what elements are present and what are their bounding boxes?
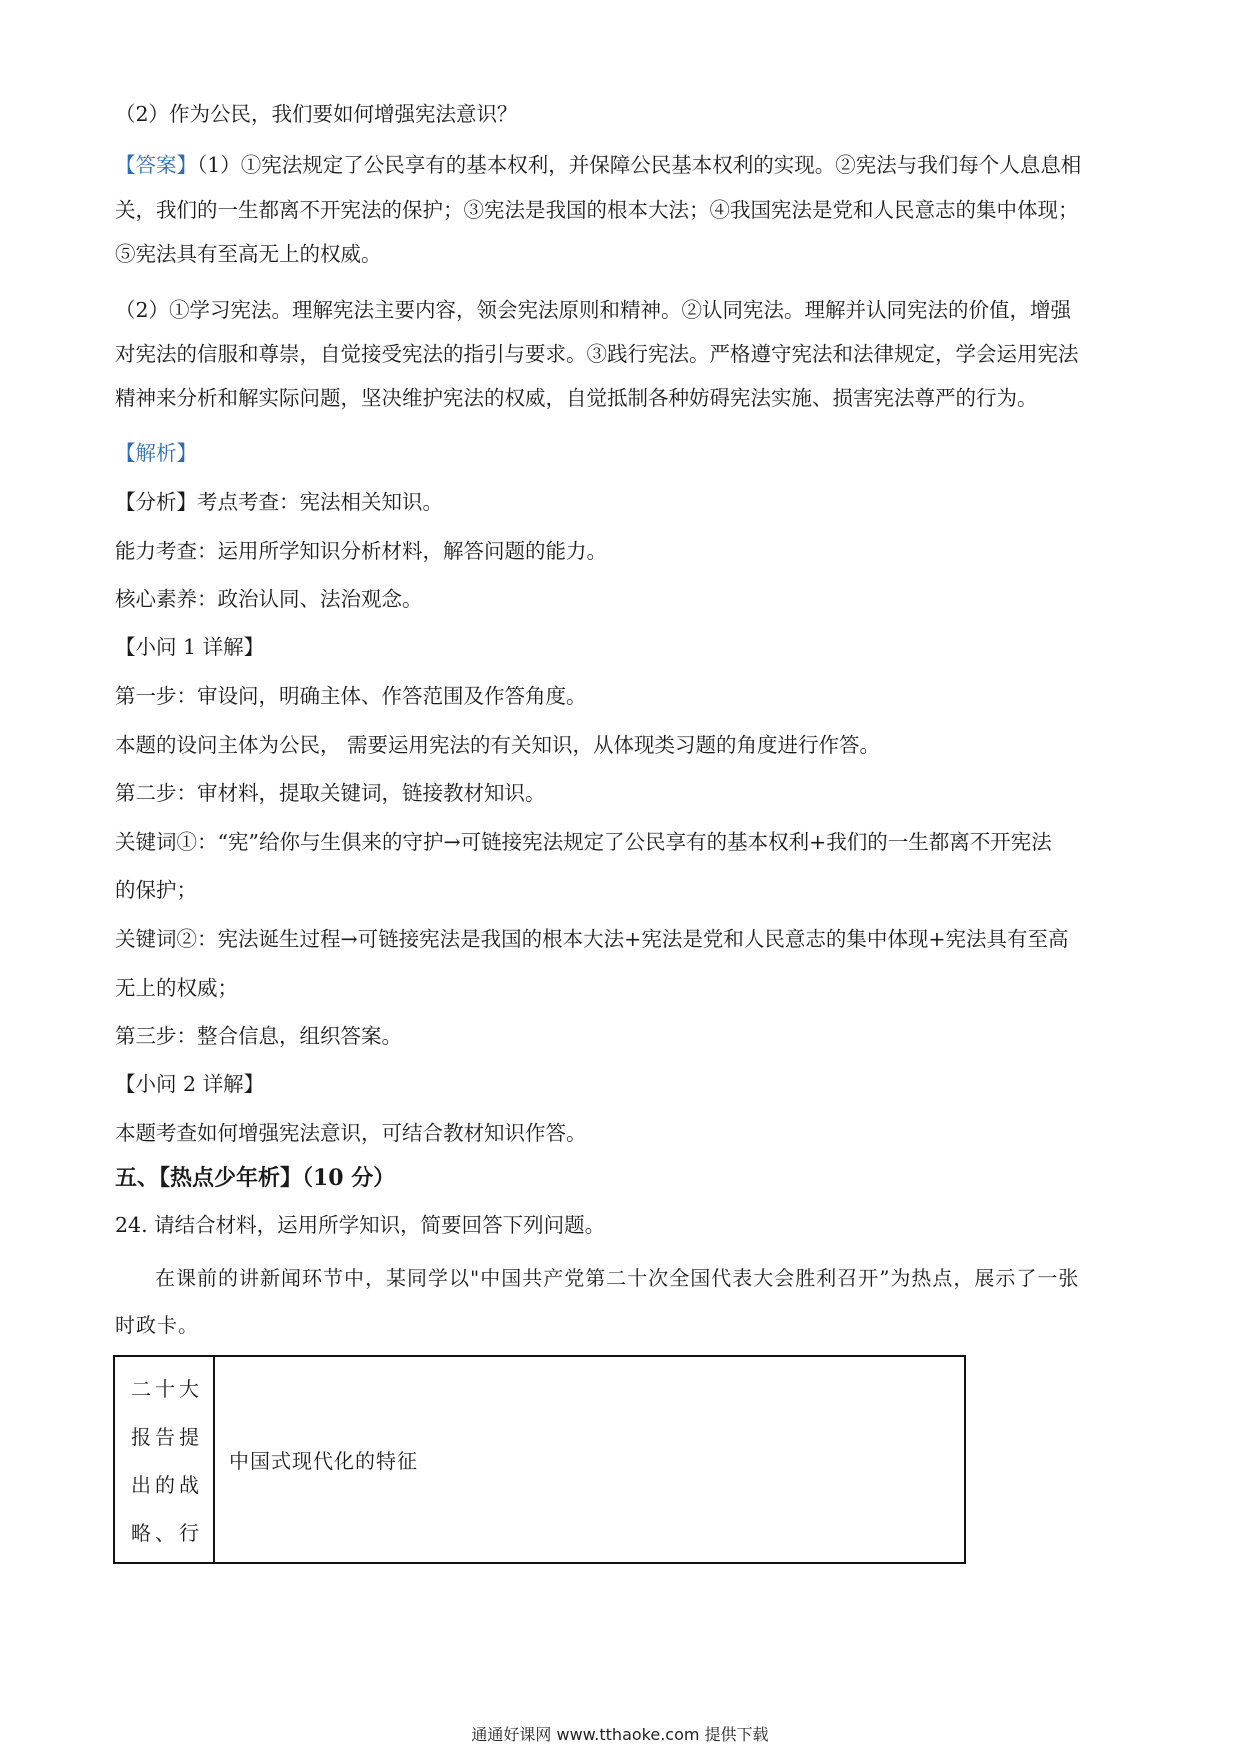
- answer-label: 【答案】: [115, 153, 197, 177]
- keyword-2a: 关键词②：宪法诞生过程→可链接宪法是我国的根本大法+宪法是党和人民意志的集中体现+宪法具有至高: [115, 927, 1069, 951]
- keyword-2b: 无上的权威；: [115, 976, 238, 1000]
- step-1: 第一步：审设问，明确主体、作答范围及作答角度。: [115, 684, 587, 708]
- analysis-label: 【解析】: [115, 441, 197, 465]
- answer-1a-text: （1）①宪法规定了公民享有的基本权利，并保障公民基本权利的实现。②宪法与我们每个人息息相: [197, 153, 1082, 177]
- card-right-column: [215, 1357, 964, 1562]
- subquestion-2-note: 本题考查如何增强宪法意识，可结合教材知识作答。: [115, 1121, 587, 1145]
- card-right-text: 中国式现代化的特征: [229, 1449, 418, 1473]
- material-line-1: 在课前的讲新闻环节中，某同学以"中国共产党第二十次全国代表大会胜利召开”为热点，展示了一张: [155, 1266, 1080, 1290]
- answer-para-1a: [115, 150, 1135, 180]
- answer-para-1b: 关，我们的一生都离不开宪法的保护；③宪法是我国的根本大法；④我国宪法是党和人民意志的集中体现；: [115, 198, 1079, 222]
- answer-para-2a: （2）①学习宪法。理解宪法主要内容，领会宪法原则和精神。②认同宪法。理解并认同宪法的价值，增强: [115, 298, 1072, 322]
- subquestion-2-header: 【小问 2 详解】: [115, 1072, 265, 1096]
- question-2: （2）作为公民，我们要如何增强宪法意识？: [115, 102, 518, 126]
- subject-note: 本题的设问主体为公民， 需要运用宪法的有关知识，从体现类习题的角度进行作答。: [115, 733, 881, 757]
- keyword-1a: 关键词①：“宪”给你与生俱来的守护→可链接宪法规定了公民享有的基本权利+我们的一生都离不开宪法: [115, 830, 1052, 854]
- analysis-topic: 【分析】考点考查：宪法相关知识。: [115, 490, 443, 514]
- keyword-1b: 的保护；: [115, 878, 197, 902]
- question-24: 24. 请结合材料，运用所学知识，简要回答下列问题。: [115, 1213, 606, 1237]
- page-footer: 通通好课网 www.tthaoke.com 提供下载: [471, 1725, 769, 1744]
- answer-para-1c: ⑤宪法具有至高无上的权威。: [115, 242, 382, 266]
- card-left-line: 略、行: [131, 1521, 203, 1545]
- current-affairs-card: [113, 1355, 966, 1564]
- card-left-line: 二十大: [131, 1377, 203, 1401]
- card-left-line: 报告提: [131, 1425, 203, 1449]
- answer-para-2b: 对宪法的信服和尊崇，自觉接受宪法的指引与要求。③践行宪法。严格遵守宪法和法律规定，学会运用宪法: [115, 342, 1079, 366]
- answer-para-2c: 精神来分析和解实际问题，坚决维护宪法的权威，自觉抵制各种妨碍宪法实施、损害宪法尊严的行为。: [115, 386, 1038, 410]
- card-left-line: 出的战: [131, 1473, 203, 1497]
- subquestion-1-header: 【小问 1 详解】: [115, 635, 265, 659]
- material-line-2: 时政卡。: [115, 1313, 199, 1337]
- card-left-column: [115, 1357, 215, 1562]
- ability-check: 能力考查：运用所学知识分析材料，解答问题的能力。: [115, 539, 607, 563]
- core-literacy: 核心素养：政治认同、法治观念。: [115, 587, 423, 611]
- step-3: 第三步：整合信息，组织答案。: [115, 1024, 402, 1048]
- step-2: 第二步：审材料，提取关键词，链接教材知识。: [115, 781, 546, 805]
- section-5-heading: 五、【热点少年析】（10 分）: [115, 1165, 396, 1191]
